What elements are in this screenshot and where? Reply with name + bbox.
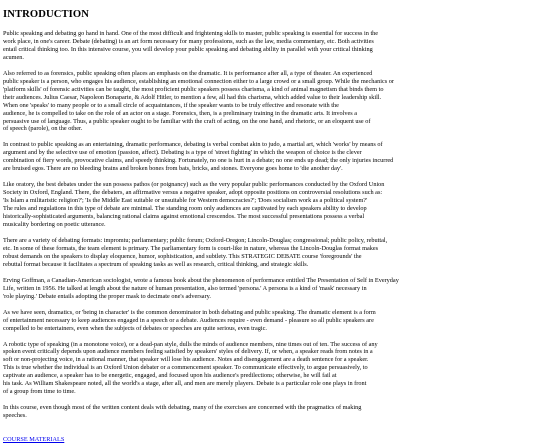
text-line: When one 'speaks' to many people or to a small circle of acquaintances, if the speaker wants to be truly effective and resonate with the bbox=[3, 101, 339, 109]
text-line: work place, in one's career. Debate (debating) is an art form necessary for many professions, such as the law, media commentary, etc. Both activities bbox=[3, 37, 374, 45]
text-line: speeches. bbox=[3, 412, 27, 420]
text-line: Public speaking and debating go hand in hand. One of the most difficult and frightening skills to master, public speaking is essential for success in the bbox=[3, 30, 379, 37]
paragraph-course-scope bbox=[3, 404, 540, 420]
page-title: INTRODUCTION bbox=[3, 9, 89, 20]
text-line: robust demands on the speakers to display eloquence, humor, sophistication, and subtlety. This STRATEGIC DEBATE course 'foregrounds' the bbox=[3, 252, 362, 260]
paragraph-debating bbox=[3, 141, 540, 173]
text-line: 'platform skills' of forensic activities can be taught, the most proficient public speakers possess charisma, a kind of animal magnetism that binds them to bbox=[3, 85, 384, 93]
text-line: entail critical thinking too. In this intensive course, you will develop your public speaking and debating ability in parallel with your critical thinking bbox=[3, 45, 373, 53]
paragraph-goffman bbox=[3, 277, 540, 301]
text-line: soft or non-projecting voice, in a rational manner, that speaker will lose his audience. Notes and disengagement are a death sentence for a speaker. bbox=[3, 356, 369, 364]
paragraph-formats bbox=[3, 237, 540, 269]
text-line: A robotic type of speaking (in a monotone voice), or a dead-pan style, dulls the minds of audience members, nine times out of ten. The success of any bbox=[3, 340, 378, 348]
text-line: persuasive use of language. Thus, a public speaker ought to be familiar with the craft of acting, on the one hand, and rhetoric, or an eloquent use of bbox=[3, 117, 371, 125]
text-line: Like oratory, the best debates under the sun possess pathos (or poignancy) such as the very popular public performances conducted by the Oxford Union bbox=[3, 181, 385, 189]
text-line: rebuttal format because it facilitates a spectrum of speaking tasks as well as research, critical thinking, and strategic skills. bbox=[3, 260, 309, 268]
text-line: This is true whether the individual is an Oxford Union debater or a commencement speaker. To communicate effectively, to argue persuasively, to bbox=[3, 364, 368, 372]
text-line: argument and by the selective use of emotion (passion, affect). Debating is a type of 'street fighting' in which the weapon of choice is the clever bbox=[3, 149, 362, 157]
text-line: acumen. bbox=[3, 53, 24, 61]
paragraph-delivery bbox=[3, 341, 540, 397]
text-line: Also referred to as forensics, public speaking often places an emphasis on the dramatic. It is performance after all, a type of theater. An experienced bbox=[3, 69, 373, 77]
text-line: of a group from time to time. bbox=[3, 388, 76, 396]
text-line: historically-sophisticated arguments, balancing rational claims against emotional crescendos. The most successful presentations possess a verbal bbox=[3, 213, 365, 221]
text-line: combination of fiery words, provocative claims, and speedy thinking. Fortunately, no one is hurt in a debate; no one ends up dead; the only injuries incurred bbox=[3, 157, 394, 165]
text-line: his task. As William Shakespeare noted, all the world's a stage, after all, and men are merely players. Debate is a particular role one plays in front bbox=[3, 380, 367, 388]
text-line: spoken event critically depends upon audience members feeling satisfied by speakers' styles of delivery. If, or when, a speaker reads from notes in a bbox=[3, 348, 373, 356]
paragraph-forensics bbox=[3, 70, 540, 134]
text-line: musicality bordering on poetic utterance. bbox=[3, 221, 106, 229]
text-line: their audiences. Julius Caesar, Napoleon Bonaparte, & Adolf Hitler, to mention a few, all had this charisma, which added value to their leadership skill. bbox=[3, 93, 382, 101]
text-line: As we have seen, dramatics, or 'being in character' is the common denominator in both debating and public speaking. The dramatic element is a form bbox=[3, 308, 376, 316]
text-line: 'Is Islam a militaristic religion?'; 'Is the Middle East suitable or unsuitable for Western democracies?'; 'Does socialism work as a political system?' bbox=[3, 197, 368, 205]
text-line: compelled to be entertainers, even when the subjects of debates or speeches are quite serious, even tragic. bbox=[3, 324, 267, 332]
document-page bbox=[0, 9, 540, 444]
paragraph-dramatics bbox=[3, 309, 540, 333]
text-line: In this course, even though most of the written content deals with debating, many of the exercises are concerned with the pragmatics of making bbox=[3, 404, 362, 412]
text-line: Erving Goffman, a Canadian-American sociologist, wrote a famous book about the phenomenon of performance entitled The Presentation of Self in Everyday bbox=[3, 276, 399, 284]
paragraph-oratory bbox=[3, 181, 540, 229]
text-line: of speech (parole), on the other. bbox=[3, 125, 83, 133]
text-line: Society in Oxford, England. There, the debaters, an affirmative versus a negative speaker, adopt opposite positions on controversial resolutions such as: bbox=[3, 189, 383, 197]
course-materials-link[interactable]: COURSE MATERIALS bbox=[3, 436, 65, 444]
text-line: There are a variety of debating formats: impromtu; parliamentary; public forum; Oxford-Oregon; Lincoln-Douglas; congressional; public policy, rebuttal, bbox=[3, 236, 388, 244]
text-line: are bruised egos. There are no bleeding brains and broken bones from bats, bricks, and stones. Everyone goes home to 'die another day'. bbox=[3, 165, 343, 173]
text-line: etc. In some of these formats, the team element is primary. The parliamentary form is court-like in nature, whereas the Lincoln-Douglas format makes bbox=[3, 244, 379, 252]
paragraph-intro bbox=[3, 30, 540, 62]
text-line: public speaker is a person, who engages his audience, establishing an emotional connection either to a large crowd or a small group. While the mechanics or bbox=[3, 77, 394, 85]
text-line: captivate an audience, a speaker has to be energetic, engaged, and focused upon his audience's predilections; otherwise, he will fail at bbox=[3, 372, 337, 380]
text-line: The rules and regulations in this type of debate are minimal. The standing room only audiences are captivated by each speakers ability to develop bbox=[3, 205, 367, 213]
text-line: In contrast to public speaking as an entertaining, dramatic performance, debating is verbal combat akin to judo, a martial art, which 'works' by means of bbox=[3, 141, 383, 149]
text-line: 'role playing.' Debate entails adopting the proper mask to decimate one's adversary. bbox=[3, 292, 211, 300]
text-line: of entertainment necessary to keep audiences engaged in a speech or a debate. Audiences require - even demand - pleasure so all public speakers are bbox=[3, 316, 374, 324]
text-line: audience, he is compelled to take on the role of an actor on a stage. Forensics, then, is a preliminary training in the dramatic arts. It involves a bbox=[3, 109, 358, 117]
text-line: Life, written in 1956. He talked at length about the nature of human presentation, also termed 'persona.' A persona is a kind of 'mask' necessary in bbox=[3, 284, 367, 292]
